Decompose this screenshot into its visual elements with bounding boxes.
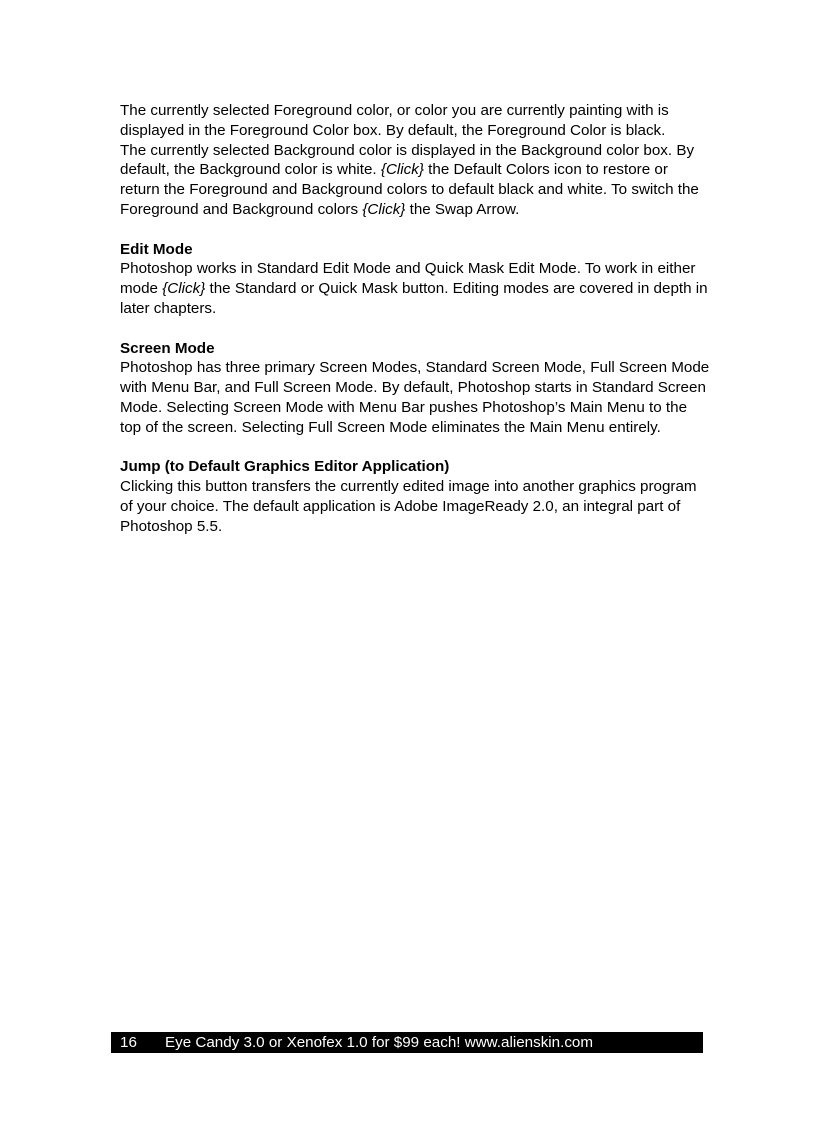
edit-mode-heading: Edit Mode	[120, 240, 193, 258]
screen-mode-section	[120, 339, 710, 438]
footer-bar	[111, 1032, 703, 1053]
footer-advertisement: Eye Candy 3.0 or Xenofex 1.0 for $99 each! www.alienskin.com	[165, 1034, 594, 1051]
jump-section	[120, 457, 710, 536]
background-text-2: the Default Colors icon to restore or return the Foreground and Background colors to default black and white. To switch the Foreground and Background colors	[120, 161, 699, 218]
background-color-paragraph	[120, 141, 710, 220]
background-text-1: The currently selected Background color is displayed in the Background color box. By default, the Background color is white.	[120, 141, 695, 179]
page-body	[120, 101, 710, 537]
edit-mode-text-2: the Standard or Quick Mask button. Editing modes are covered in depth in later chapters.	[120, 280, 708, 317]
click-emphasis: {Click}	[162, 280, 206, 298]
click-emphasis: {Click}	[380, 161, 424, 179]
jump-body: Clicking this button transfers the currently edited image into another graphics program of your choice. The default application is Adobe ImageReady 2.0, an integral part of Photoshop 5.5.	[120, 478, 697, 535]
screen-mode-heading: Screen Mode	[120, 339, 215, 357]
click-emphasis: {Click}	[362, 200, 406, 218]
screen-mode-body: Photoshop has three primary Screen Modes, Standard Screen Mode, Full Screen Mode with Menu Bar, and Full Screen Mode. By default, Photoshop starts in Standard Screen Mode. Selecting Screen Mode with Menu Bar pushes Photoshop’s Main Menu to the top of the screen. Selecting Full Screen Mode eliminates the Main Menu entirely.	[120, 359, 710, 436]
edit-mode-text-1: Photoshop works in Standard Edit Mode and Quick Mask Edit Mode. To work in either mode	[120, 260, 696, 298]
edit-mode-body	[120, 259, 710, 318]
jump-heading: Jump (to Default Graphics Editor Application)	[120, 458, 450, 476]
edit-mode-section	[120, 240, 710, 319]
page-number: 16	[120, 1034, 137, 1051]
foreground-color-paragraph: The currently selected Foreground color, or color you are currently painting with is displayed in the Foreground Color box. By default, the Foreground Color is black.	[120, 102, 669, 139]
background-text-3: the Swap Arrow.	[405, 200, 520, 218]
